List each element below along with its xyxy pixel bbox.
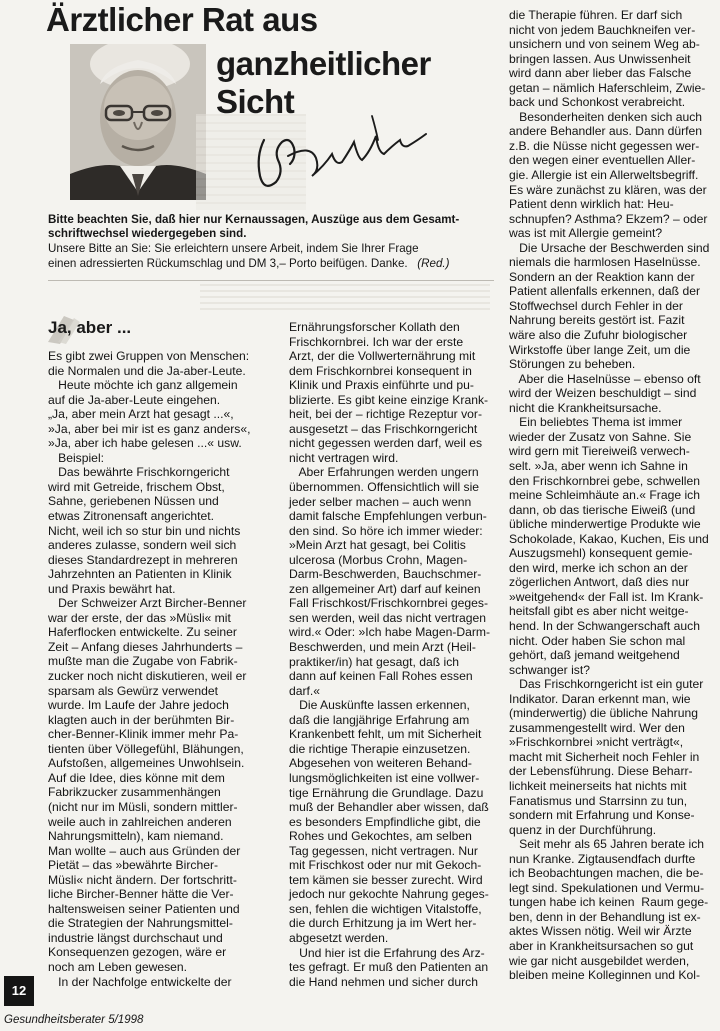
portrait-drawing (70, 44, 206, 200)
author-portrait-photo (70, 44, 206, 200)
faded-background-text (200, 284, 490, 314)
article-column-3: die Therapie führen. Er darf sich nicht von jedem Bauchkneifen ver- unsichern und von seinem Weg ab- bringen lassen. Aus Unwissenheit wird dann aber lieber das Falsche getan – nämlich Haferschleim, Zwie- back und Schonkost verabreicht. Besonderheiten denken sich auch andere Behandler aus. Dann dürfen z.B. die Nüsse nicht gegessen wer- den wegen einer eventuellen Aller- gie. Allergie ist ein Allerweltsbegriff. Es wäre zunächst zu klären, was der Patient denn wirklich hat: Heu- schnupfen? Asthma? Ekzem? – oder was ist mit Allergie gemeint? Die Ursache der Beschwerden sind niemals die harmlosen Haselnüsse. Sondern an der Reaktion kann der Patient allenfalls erkennen, daß der Stoffwechsel durch Fehler in der Nahrung bereits gestört ist. Fazit wäre also die Zufuhr biologischer Wirkstoffe über lange Zeit, um die Störungen zu beheben. Aber die Haselnüsse – ebenso oft wird der Weizen beschuldigt – sind nicht die Krankheitsursache. Ein beliebtes Thema ist immer wieder der Zusatz von Sahne. Sie wird gern mit Tiereiweiß verwech- selt. »Ja, aber wenn ich Sahne in den Frischkornbrei gebe, schwellen meine Schleimhäute an.« Frage ich dann, ob das tierische Eiweiß (und übliche minderwertige Produkte wie Schokolade, Kakao, Kuchen, Eis und Auszugsmehl) konsequent gemie- den wird, merke ich schon an der zögerlichen Antwort, daß dies nur »weitgehend« der Fall ist. Im Krank- heitsfall gibt es aber nicht weitge- hend. In der Schwangerschaft auch nicht. Oder haben Sie schon mal gehört, daß jemand weitgehend schwanger ist? Das Frischkorngericht ist ein guter Indikator. Daran erkennt man, wie (minderwertig) die übliche Nahrung zusammengestellt wird. Wer den »Frischkornbrei »nicht verträgt«, macht mit Sicherheit noch Fehler in der Lebensführung. Diese Beharr- lichkeit meinerseits hat nichts mit Fanatismus und Starrsinn zu tun, sondern mit Erfahrung und Konse- quenz in der Durchführung. Seit mehr als 65 Jahren berate ich nun Kranke. Zigtausendfach durfte ich Beobachtungen machen, die be- legt sind. Spekulationen und Vermu- tungen habe ich keinen Raum gege- ben, denn in der Behandlung ist ex- aktes Wissen nötig. Weil wir Ärzte aber in Krankheitsursachen so gut wie gar nicht ausgebildet werden, bleiben meine Kolleginnen und Kol- (509, 8, 710, 983)
article-column-2: Ernährungsforscher Kollath den Frischkornbrei. Ich war der erste Arzt, der die Vollwerternährung mit dem Frischkornbrei konsequent in Klinik und Praxis einführte und pu- blizierte. Es gibt keine einzige Krank- heit, bei der – richtige Rezeptur vor- ausgesetzt – das Frischkorngericht nicht gegessen werden darf, weil es nicht vertragen wird. Aber Erfahrungen werden ungern übernommen. Offensichtlich will sie jeder selber machen – auch wenn damit falsche Empfehlungen verbun- den sind. So höre ich immer wieder: »Mein Arzt hat gesagt, bei Colitis ulcerosa (Morbus Crohn, Magen- Darm-Beschwerden, Bauchschmer- zen allgemeiner Art) darf auf keinen Fall Frischkost/Frischkornbrei geges- sen werden, weil das nicht vertragen wird.« Oder: »Ich habe Magen-Darm- Beschwerden, und mein Arzt (Heil- praktiker/in) hat gesagt, daß ich dann auf keinen Fall Rohes essen darf.« Die Auskünfte lassen erkennen, daß die langjährige Erfahrung am Krankenbett fehlt, um mit Sicherheit die richtige Therapie einzusetzen. Abgesehen von weiteren Behand- lungsmöglichkeiten ist eine vollwer- tige Ernährung die Grundlage. Dazu muß der Behandler aber wissen, daß es besonders Empfindliche gibt, die Rohes und Gekochtes, am selben Tag gegessen, nicht vertragen. Nur mit Frischkost oder nur mit Gekoch- tem kämen sie besser zurecht. Wird jedoch nur gekochte Nahrung geges- sen, fehlen die wichtigen Vitalstoffe, die durch Erhitzung ja im Wert her- abgesetzt werden. Und hier ist die Erfahrung des Arz- tes gefragt. Er muß den Patienten an die Hand nehmen und sicher durch (289, 320, 491, 989)
notice-bold-content: Bitte beachten Sie, daß hier nur Kernaussagen, Auszüge aus dem Gesamt- schriftwechsel wiedergegeben sind. (48, 213, 460, 240)
notice-text (48, 242, 493, 271)
article-title-line-3: Sicht (216, 83, 295, 120)
footer-publication: Gesundheitsberater 5/1998 (4, 1014, 144, 1026)
article-column-1: Es gibt zwei Gruppen von Menschen: die Normalen und die Ja-aber-Leute. Heute möchte ich ganz allgemein auf die Ja-aber-Leute eingehen. „Ja, aber mein Arzt hat gesagt ...«, »Ja, aber bei mir ist es ganz anders«, »Ja, aber ich habe gelesen ...« usw. Beispiel: Das bewährte Frischkorngericht wird mit Getreide, frischem Obst, Sahne, geriebenen Nüssen und etwas Zitronensaft angerichtet. Nicht, weil ich so stur bin und nichts anderes zulasse, sondern weil sich dieses Standardrezept in mehreren Jahrzehnten an Patienten in Klinik und Praxis bewährt hat. Der Schweizer Arzt Bircher-Benner war der erste, der das »Müsli« mit Haferflocken entwickelte. Zu seiner Zeit – Anfang dieses Jahrhunderts – mußte man die Zugabe von Fabrik- zucker noch nicht diskutieren, weil er sparsam als Gewürz verwendet wurde. Im Laufe der Jahre jedoch klagten auch in der berühmten Bir- cher-Benner-Klinik immer mehr Pa- tienten über Völlegefühl, Blähungen, Aufstoßen, allgemeines Unwohlsein. Auf die Idee, dies könne mit dem Fabrikzucker zusammenhängen (nicht nur im Müsli, sondern mittler- weile auch in zahlreichen anderen Nahrungsmitteln), kam niemand. Man wollte – auch aus Gründen der Pietät – das »bewährte Bircher- Müsli« nicht ändern. Der fortschritt- liche Bircher-Benner hätte die Ver- haltensweisen seiner Patienten und die Strategien der Nahrungsmittel- industrie längst durchschaut und Konsequenzen gezogen, wäre er noch am Leben gewesen. In der Nachfolge entwickelte der (48, 349, 251, 989)
author-signature (250, 96, 450, 196)
section-heading: Ja, aber ... (48, 318, 132, 337)
article-title-line-1: Ärztlicher Rat aus (46, 1, 318, 38)
notice-request: Unsere Bitte an Sie: Sie erleichtern unsere Arbeit, indem Sie Ihrer Frage einen adressierten Rückumschlag und DM 3,– Porto beifügen. Danke. (48, 242, 419, 270)
section-heading-block (44, 312, 244, 346)
notice-editor-mark: (Red.) (417, 256, 450, 270)
article-title-line-2: ganzheitlicher (216, 45, 431, 82)
divider-line (48, 280, 494, 281)
page-number-badge: 12 (4, 976, 34, 1006)
notice-bold-text (48, 213, 488, 241)
